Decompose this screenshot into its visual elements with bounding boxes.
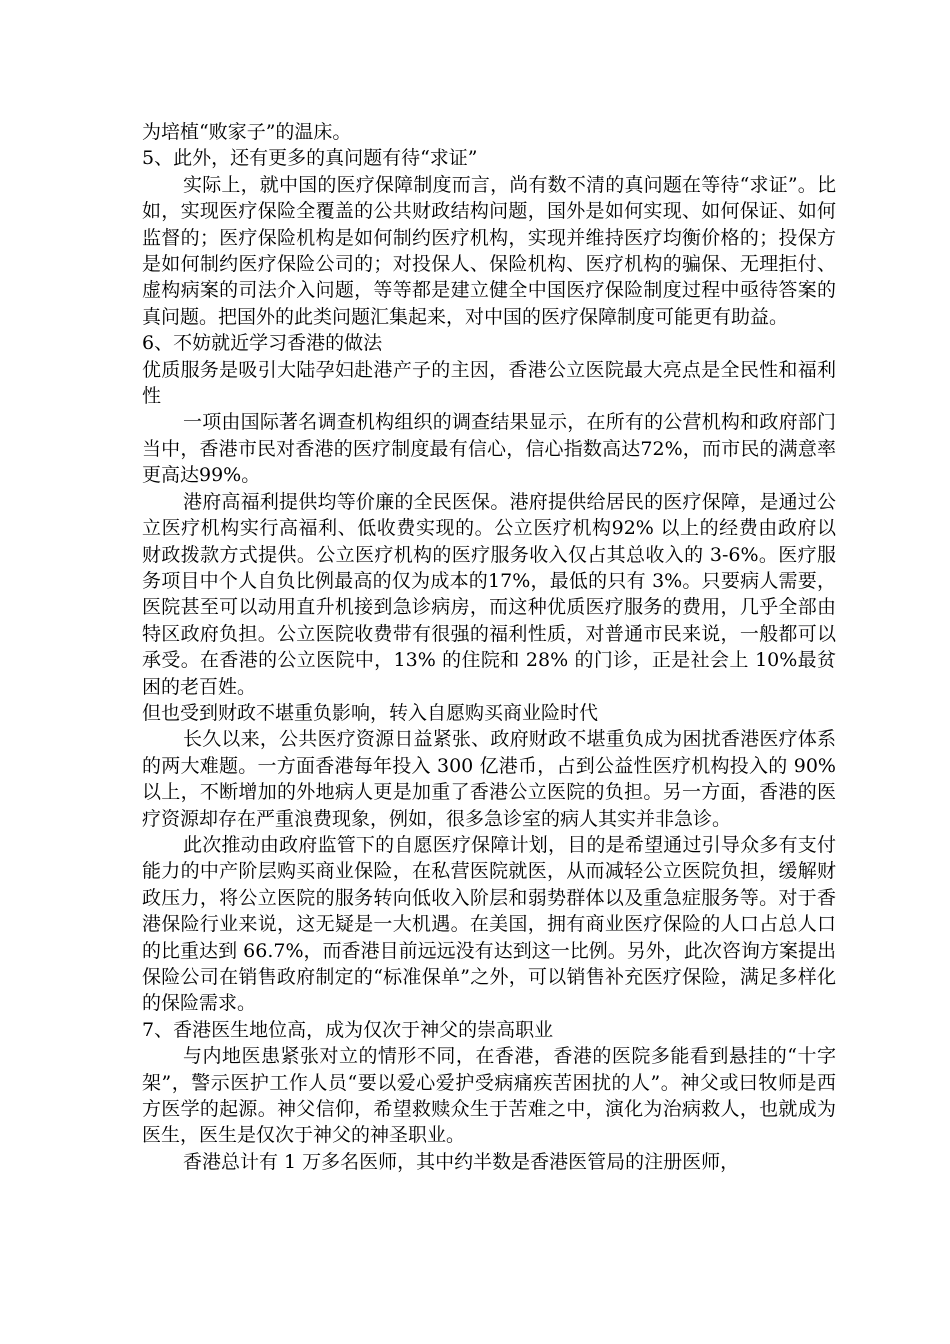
subheading: 优质服务是吸引大陆孕妇赴港产子的主因，香港公立医院最大亮点是全民性和福利性 [142,358,836,408]
paragraph-continuation: 为培植“败家子”的温床。 [142,121,352,143]
subheading: 但也受到财政不堪重负影响，转入自愿购买商业险时代 [142,701,599,724]
paragraph: 港府高福利提供均等价廉的全民医保。港府提供给居民的医疗保障，是通过公立医疗机构实行高福利、低收费实现的。公立医疗机构92% 以上的经费由政府以财政拨款方式提供。公立医疗机构的医疗服务收入仅占其总收入的 3-6%。医疗服务项目中个人自负比例最高的仅为成本的17%，最低的只有 3%。只要病人需要，医院甚至可以动用直升机接到急诊病房，而这种优质医疗服务的费用，几乎全部由特区政府负担。公立医院收费带有很强的福利性质，对普通市民来说，一般都可以承受。在香港的公立医院中，13% 的住院和 28% 的门诊，正是社会上 10%最贫困的老百姓。 [142,490,836,698]
paragraph: 与内地医患紧张对立的情形不同，在香港，香港的医院多能看到悬挂的“十字架”，警示医护工作人员“要以爱心爱护受病痛疾苦困扰的人”。神父或曰牧师是西方医学的起源。神父信仰，希望救赎众生于苦难之中，演化为治病救人，也就成为医生，医生是仅次于神父的神圣职业。 [142,1045,836,1147]
paragraph: 香港总计有 1 万多名医师，其中约半数是香港医管局的注册医师， [183,1150,740,1173]
paragraph: 此次推动由政府监管下的自愿医疗保障计划，目的是希望通过引导众多有支付能力的中产阶层购买商业保险，在私营医院就医，从而减轻公立医院负担，缓解财政压力，将公立医院的服务转向低收入阶层和弱势群体以及重急症服务等。对于香港保险行业来说，这无疑是一大机遇。在美国，拥有商业医疗保险的人口占总人口的比重达到 66.7%，而香港目前远远没有达到这一比例。另外，此次咨询方案提出保险公司在销售政府制定的“标准保单”之外，可以销售补充医疗保险，满足多样化的保险需求。 [142,833,836,1015]
document-body [142,119,836,1175]
section-heading-7: 7、香港医生地位高，成为仅次于神父的崇高职业 [142,1018,554,1041]
section-heading-5: 5、此外，还有更多的真问题有待“求证” [142,147,478,170]
section-heading-6: 6、不妨就近学习香港的做法 [142,332,383,355]
paragraph: 长久以来，公共医疗资源日益紧张、政府财政不堪重负成为困扰香港医疗体系的两大难题。一方面香港每年投入 300 亿港币，占到公益性医疗机构投入的 90%以上，不断增加的外地病人更是加重了香港公立医院的负担。另一方面，香港的医疗资源却存在严重浪费现象，例如，很多急诊室的病人其实并非急诊。 [142,728,836,830]
paragraph: 实际上，就中国的医疗保障制度而言，尚有数不清的真问题在等待“求证”。比如，实现医疗保险全覆盖的公共财政结构问题，国外是如何实现、如何保证、如何监督的；医疗保险机构是如何制约医疗机构，实现并维持医疗均衡价格的；投保方是如何制约医疗保险公司的；对投保人、保险机构、医疗机构的骗保、无理拒付、虚构病案的司法介入问题，等等都是建立健全中国医疗保险制度过程中亟待答案的真问题。把国外的此类问题汇集起来，对中国的医疗保障制度可能更有助益。 [142,173,836,328]
paragraph: 一项由国际著名调查机构组织的调查结果显示，在所有的公营机构和政府部门当中，香港市民对香港的医疗制度最有信心，信心指数高达72%，而市民的满意率更高达99%。 [142,411,836,487]
